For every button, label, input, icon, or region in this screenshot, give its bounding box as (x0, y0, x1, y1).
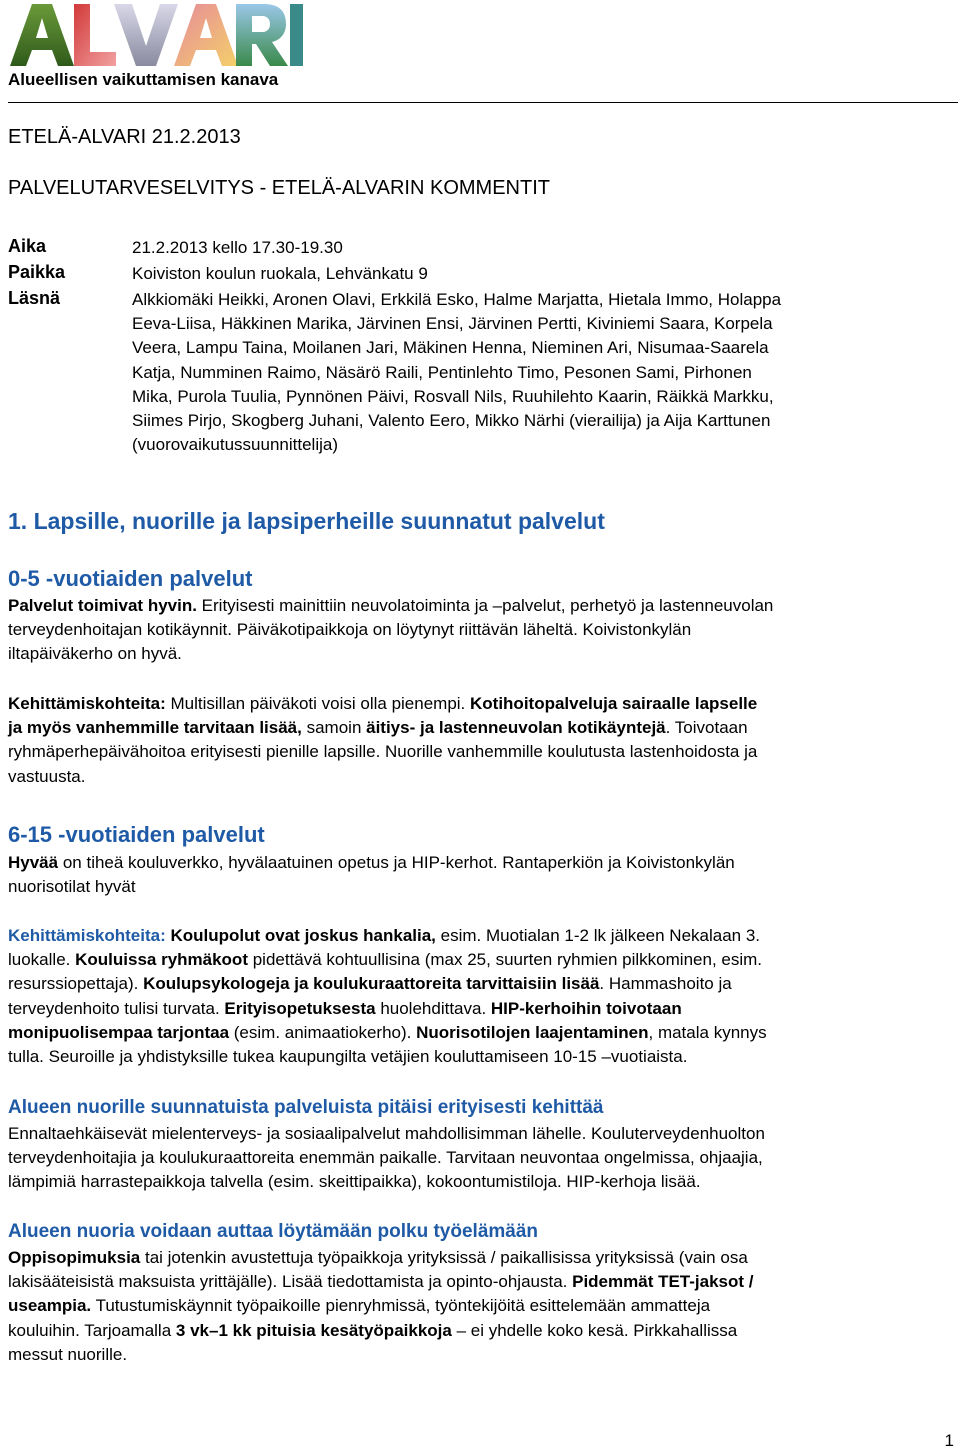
youth-services-heading: Alueen nuorille suunnatuista palveluista pitäisi erityisesti kehittää (8, 1097, 604, 1118)
section-heading: 1. Lapsille, nuorille ja lapsiperheille suunnatut palvelut (8, 508, 605, 534)
aika-value: 21.2.2013 kello 17.30-19.30 (132, 238, 343, 257)
paikka-label: Paikka (8, 262, 66, 282)
paragraph-0-5-good: Palvelut toimivat hyvin. Erityisesti mainittiin neuvolatoiminta ja –palvelut, perhetyö ja lastenneuvolan terveydenhoitajan kotikäynnit. Päiväkotipaikkoja on löytynyt riittävän läheltä. Koivistonkylän iltapäiväkerho on hyvä. (8, 596, 774, 664)
header-divider (8, 102, 958, 103)
working-life-heading: Alueen nuoria voidaan auttaa löytämään polku työelämään (8, 1221, 539, 1242)
page-number: 1 (944, 1431, 954, 1450)
paragraph-6-15-development: Kehittämiskohteita: Koulupolut ovat joskus hankalia, esim. Muotialan 1-2 lk jälkeen Nekalaan 3. luokalle. Kouluissa ryhmäkoot pidettävä kohtuullisina (max 25, suurten ryhmien pilkkominen, esim. resurssiopettaja). Koulupsykologeja ja koulukuraattoreita tarvittaisiin lisää. Hammashoito ja terveydenhoito tulisi turvata. Erityisopetuksesta huolehdittava. HIP-kerhoihin toivotaan monipuolisempaa tarjontaa (esim. animaatiokerho). Nuorisotilojen laajentaminen, matala kynnys tulla. Seuroille ja yhdistyksille tukea kaupungilta vetäjien kouluttamiseen 10-15 –vuotiaista. (8, 926, 767, 1067)
lasna-line: Siimes Pirjo, Skogberg Juhani, Valento Eero, Mikko Närhi (vierailija) ja Aija Karttunen (132, 411, 771, 431)
alvari-logo (8, 2, 304, 68)
paragraph-0-5-development: Kehittämiskohteita: Multisillan päiväkoti voisi olla pienempi. Kotihoitopalveluja sairaalle lapselle ja myös vanhemmille tarvitaan lisää, samoin äitiys- ja lastenneuvolan kotikäyntejä. Toivotaan ryhmäperhepäivähoitoa erityisesti pienille lapsille. Nuorille vanhemmille koulutusta lastenhoidosta ja vastuusta. (8, 694, 758, 786)
lasna-label: Läsnä (8, 288, 61, 308)
document-title: ETELÄ-ALVARI 21.2.2013 (8, 126, 241, 148)
aika-label: Aika (8, 236, 47, 256)
document-subtitle: PALVELUTARVESELVITYS - ETELÄ-ALVARIN KOMMENTIT (8, 177, 550, 199)
lasna-line: Katja, Numminen Raimo, Näsärö Raili, Pentinlehto Timo, Pesonen Sami, Pirhonen (132, 362, 752, 382)
lasna-line: Veera, Lampu Taina, Moilanen Jari, Mäkinen Henna, Nieminen Ari, Nisumaa-Saarela (132, 338, 769, 358)
lasna-line: (vuorovaikutussuunnittelija) (132, 435, 338, 455)
working-life-paragraph: Oppisopimuksia tai jotenkin avustettuja työpaikkoja yrityksissä / paikallisissa yrityksissä (vain osa lakisääteisistä maksuista yrittäjälle). Lisää tiedottamista ja opinto-ohjausta. Pidemmät TET-jaksot / useampia. Tutustumiskäynnit työpaikoille pienryhmissä, työntekijöitä esittelemään ammatteja kouluihin. Tarjoamalla 3 vk–1 kk pituisia kesätyöpaikkoja – ei yhdelle koko kesä. Pirkkahallissa messut nuorille. (8, 1248, 754, 1364)
youth-services-paragraph: Ennaltaehkäisevät mielenterveys- ja sosiaalipalvelut mahdollisimman lähelle. Kouluterveydenhuolton terveydenhoitajia ja koulukuraattoreita enemmän paikalle. Tarvitaan neuvontaa ongelmissa, ohjaajia, lämpimiä harrastepaikkoja talvella (esim. skeittipaikka), kokoontumistiloja. HIP-kerhoja lisää. (8, 1124, 765, 1192)
lasna-list (132, 288, 932, 457)
logo-subtitle: Alueellisen vaikuttamisen kanava (8, 70, 279, 89)
logo-image (8, 2, 304, 68)
paragraph-6-15-good: Hyvää on tiheä kouluverkko, hyvälaatuinen opetus ja HIP-kerhot. Rantaperkiön ja Koivistonkylän nuorisotilat hyvät (8, 853, 735, 897)
lasna-line: Eeva-Liisa, Häkkinen Marika, Järvinen Ensi, Järvinen Pertti, Kiviniemi Saara, Korpela (132, 314, 773, 334)
lasna-line: Mika, Purola Tuulia, Pynnönen Päivi, Rosvall Nils, Ruuhilehto Kaarin, Räikkä Markku, (132, 386, 774, 406)
paikka-value: Koiviston koulun ruokala, Lehvänkatu 9 (132, 264, 428, 283)
subsection-heading-6-15: 6-15 -vuotiaiden palvelut (8, 822, 265, 847)
subsection-heading-0-5: 0-5 -vuotiaiden palvelut (8, 566, 253, 591)
lasna-line: Alkkiomäki Heikki, Aronen Olavi, Erkkilä Esko, Halme Marjatta, Hietala Immo, Holappa (132, 290, 782, 309)
